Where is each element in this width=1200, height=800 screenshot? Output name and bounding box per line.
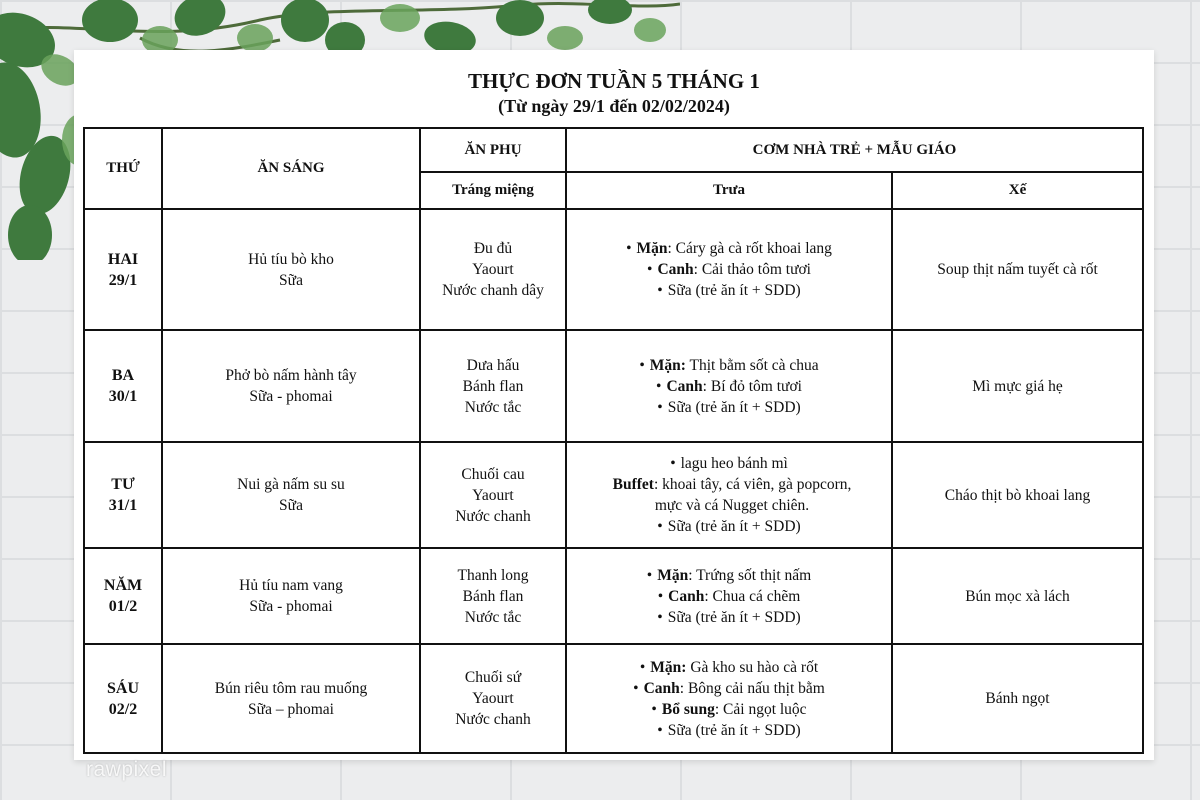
lunch-item-text: Gà kho su hào cà rốt <box>686 658 819 676</box>
afternoon-item: Cháo thịt bò khoai lang <box>944 486 1091 504</box>
lunch-item <box>571 453 887 474</box>
day-name: SÁU <box>106 679 139 697</box>
breakfast-item: Phở bò nấm hành tây <box>225 367 357 384</box>
lunch-item-text: Sữa (trẻ ăn ít + SDD) <box>667 608 801 626</box>
lunch-item <box>571 699 887 720</box>
breakfast-item: Bún riêu tôm rau muống <box>214 679 368 697</box>
dessert-item: Bánh flan <box>462 377 524 395</box>
afternoon-cell <box>892 209 1143 330</box>
dessert-cell <box>420 548 566 644</box>
afternoon-cell <box>892 644 1143 753</box>
lunch-item <box>571 376 887 397</box>
lunch-item <box>571 474 887 495</box>
lunch-item-key: Canh <box>666 377 703 395</box>
header-meal-group: CƠM NHÀ TRẺ + MẪU GIÁO <box>566 128 1143 172</box>
afternoon-cell <box>892 330 1143 442</box>
dessert-item: Nước tắc <box>464 608 522 626</box>
lunch-item <box>571 678 887 699</box>
breakfast-cell <box>162 548 420 644</box>
dessert-item: Yaourt <box>472 486 514 504</box>
lunch-item-text: : Bí đỏ tôm tươi <box>702 377 802 395</box>
lunch-cell <box>566 442 892 548</box>
lunch-cell <box>566 644 892 753</box>
dessert-item: Nước tắc <box>464 398 522 416</box>
lunch-item-text: mực và cá Nugget chiên. <box>654 497 810 514</box>
header-afternoon: Xế <box>892 172 1143 209</box>
menu-row <box>84 442 1143 548</box>
header-lunch: Trưa <box>566 172 892 209</box>
dessert-item: Chuối sứ <box>464 669 522 686</box>
breakfast-item: Sữa <box>279 497 303 514</box>
lunch-item-key: Bổ sung <box>661 700 715 718</box>
day-cell <box>84 644 162 753</box>
lunch-item-text: : Chua cá chẽm <box>704 587 801 605</box>
lunch-item-text: Sữa (trẻ ăn ít + SDD) <box>667 518 801 535</box>
breakfast-item: Hủ tíu nam vang <box>239 577 343 594</box>
lunch-item-key: Mặn: <box>649 356 686 374</box>
lunch-item <box>571 495 887 516</box>
dessert-item: Yaourt <box>472 261 514 278</box>
lunch-item-key: Mặn: <box>650 658 687 676</box>
header-breakfast: ĂN SÁNG <box>162 128 420 209</box>
watermark-text: rawpixel <box>86 758 168 781</box>
breakfast-item: Sữa <box>279 271 303 289</box>
lunch-item-key: Canh <box>657 261 694 278</box>
lunch-item-text: : Trứng sốt thịt nấm <box>688 566 812 584</box>
day-name: BA <box>111 367 135 384</box>
lunch-item <box>571 586 887 607</box>
breakfast-cell <box>162 209 420 330</box>
dessert-item: Chuối cau <box>461 465 525 483</box>
breakfast-cell <box>162 330 420 442</box>
lunch-item-text: Sữa (trẻ ăn ít + SDD) <box>667 721 801 739</box>
header-snack: ĂN PHỤ <box>420 128 566 172</box>
lunch-item-text: : Cải ngọt luộc <box>714 700 807 718</box>
lunch-item <box>571 516 887 537</box>
day-cell <box>84 330 162 442</box>
day-date: 02/2 <box>108 700 138 718</box>
breakfast-cell <box>162 442 420 548</box>
lunch-item-text: : Cáry gà cà rốt khoai lang <box>667 240 832 257</box>
lunch-item-key: Mặn <box>657 566 689 584</box>
day-name: HAI <box>107 250 139 268</box>
lunch-item <box>571 607 887 628</box>
day-cell <box>84 442 162 548</box>
lunch-item-text: Sữa (trẻ ăn ít + SDD) <box>667 282 801 299</box>
dessert-cell <box>420 330 566 442</box>
header-dessert: Tráng miệng <box>420 172 566 209</box>
dessert-item: Thanh long <box>457 566 529 584</box>
dessert-cell <box>420 644 566 753</box>
dessert-item: Nước chanh <box>455 711 531 728</box>
afternoon-cell <box>892 442 1143 548</box>
lunch-item-text: : Bông cải nấu thịt bằm <box>679 679 825 697</box>
lunch-item-text: lagu heo bánh mì <box>680 455 788 472</box>
lunch-item-text: : Cải thảo tôm tươi <box>693 261 811 278</box>
lunch-cell <box>566 209 892 330</box>
lunch-item-key: Canh <box>668 587 705 605</box>
lunch-item-text: Thịt bằm sốt cà chua <box>685 356 819 374</box>
lunch-item <box>571 657 887 678</box>
breakfast-item: Sữa - phomai <box>249 388 333 405</box>
document-title: THỰC ĐƠN TUẦN 5 THÁNG 1 <box>468 69 760 93</box>
menu-row <box>84 330 1143 442</box>
lunch-item-text: Sữa (trẻ ăn ít + SDD) <box>667 398 801 416</box>
day-name: NĂM <box>103 577 143 594</box>
breakfast-item: Sữa – phomai <box>248 700 334 718</box>
breakfast-cell <box>162 644 420 753</box>
dessert-item: Đu đủ <box>473 240 513 257</box>
lunch-cell <box>566 548 892 644</box>
document-subtitle: (Từ ngày 29/1 đến 02/02/2024) <box>498 96 730 116</box>
day-cell <box>84 548 162 644</box>
afternoon-item: Mì mực giá hẹ <box>972 377 1063 395</box>
lunch-item-key: Mặn <box>636 240 668 257</box>
day-date: 31/1 <box>108 497 138 514</box>
dessert-item: Bánh flan <box>462 587 524 605</box>
lunch-item-text: : khoai tây, cá viên, gà popcorn, <box>653 476 852 493</box>
breakfast-item: Sữa - phomai <box>249 598 333 615</box>
afternoon-item: Bánh ngọt <box>985 690 1050 707</box>
dessert-cell <box>420 442 566 548</box>
dessert-item: Yaourt <box>472 690 514 707</box>
lunch-item-key: Canh <box>643 679 680 697</box>
dessert-item: Nước chanh dây <box>442 282 544 299</box>
lunch-item-key: Buffet <box>612 476 654 493</box>
lunch-cell <box>566 330 892 442</box>
dessert-item: Nước chanh <box>455 507 531 525</box>
breakfast-item: Hủ tíu bò kho <box>248 250 334 268</box>
afternoon-cell <box>892 548 1143 644</box>
header-day: THỨ <box>84 128 162 209</box>
lunch-item <box>571 720 887 741</box>
day-cell <box>84 209 162 330</box>
breakfast-item: Nui gà nấm su su <box>237 476 345 493</box>
afternoon-item: Bún mọc xà lách <box>965 587 1070 605</box>
lunch-item <box>571 397 887 418</box>
lunch-item <box>571 280 887 301</box>
weekly-menu-table <box>83 127 1144 754</box>
menu-row <box>84 644 1143 753</box>
day-date: 30/1 <box>108 388 138 405</box>
dessert-item: Dưa hấu <box>466 356 520 374</box>
lunch-item <box>571 238 887 259</box>
menu-row <box>84 209 1143 330</box>
menu-row <box>84 548 1143 644</box>
lunch-item <box>571 565 887 586</box>
dessert-cell <box>420 209 566 330</box>
menu-document <box>74 50 1154 760</box>
lunch-item <box>571 355 887 376</box>
lunch-item <box>571 259 887 280</box>
day-date: 01/2 <box>108 598 138 615</box>
afternoon-item: Soup thịt nấm tuyết cà rốt <box>937 261 1098 278</box>
day-name: TƯ <box>111 476 135 493</box>
day-date: 29/1 <box>108 271 138 289</box>
